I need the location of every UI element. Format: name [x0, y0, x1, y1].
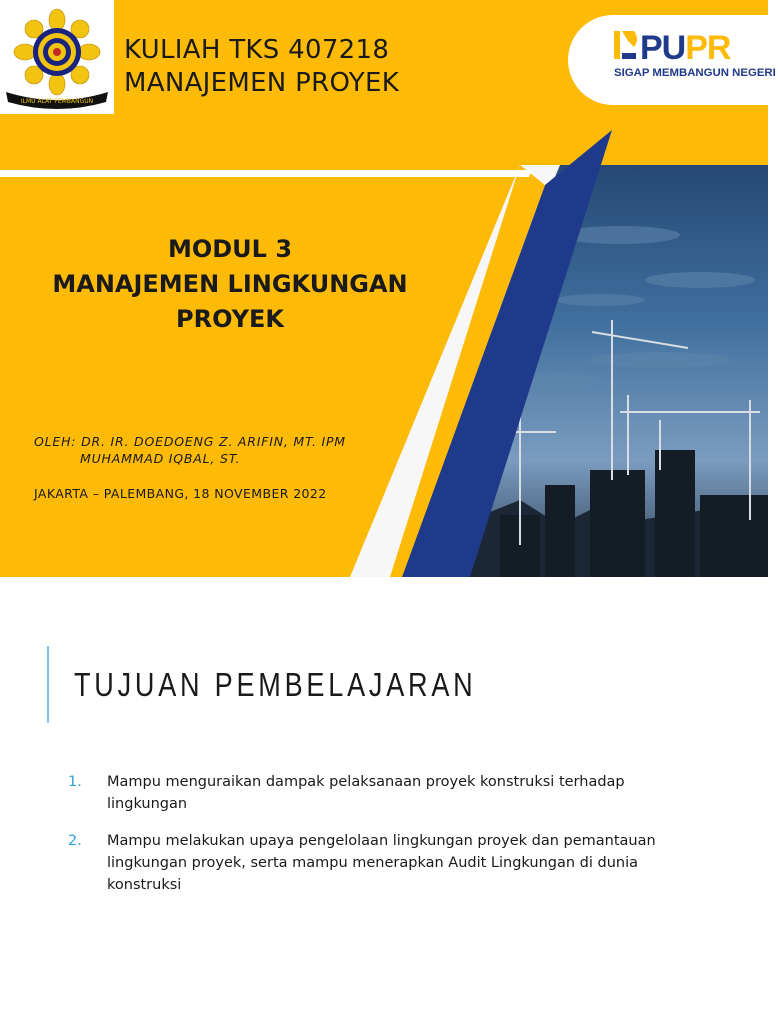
author-line1: OLEH: DR. IR. DOEDOENG Z. ARIFIN, MT. IPM — [34, 434, 346, 449]
svg-text:PUPR: PUPR — [640, 29, 731, 67]
section-title: TUJUAN PEMBELAJARAN — [74, 666, 477, 703]
course-code: KULIAH TKS 407218 — [124, 35, 390, 65]
pupr-logo — [612, 27, 776, 99]
module-number: MODUL 3 — [167, 235, 293, 263]
author-line2: MUHAMMAD IQBAL, ST. — [80, 451, 241, 466]
module-name-line1: MANAJEMEN LINGKUNGAN — [52, 270, 408, 298]
list-number: 2. — [68, 833, 82, 849]
title-accent-bar — [47, 646, 49, 723]
university-logo — [0, 0, 114, 114]
place-date: JAKARTA – PALEMBANG, 18 NOVEMBER 2022 — [34, 486, 327, 501]
divider-stripe — [0, 162, 768, 169]
module-title — [20, 232, 440, 337]
list-text: Mampu melakukan upaya pengelolaan lingkungan proyek dan pemantauan lingkungan proyek, serta mampu menerapkan Audit Lingkungan di dunia konstruksi — [107, 833, 656, 893]
list-text: Mampu menguraikan dampak pelaksanaan proyek konstruksi terhadap lingkungan — [107, 774, 625, 812]
module-name-line2: PROYEK — [176, 305, 284, 333]
list-number: 1. — [68, 774, 82, 790]
logo-ribbon-text: ILMU ALAT PEMBANGUN — [20, 98, 94, 105]
pupr-tagline: SIGAP MEMBANGUN NEGERI — [614, 67, 776, 79]
objectives-list — [68, 771, 688, 911]
course-name: MANAJEMEN PROYEK — [124, 68, 400, 98]
author-block — [34, 433, 346, 467]
course-title — [124, 34, 399, 100]
list-item — [68, 830, 688, 896]
list-item — [68, 771, 688, 815]
objectives-slide — [0, 577, 768, 1024]
